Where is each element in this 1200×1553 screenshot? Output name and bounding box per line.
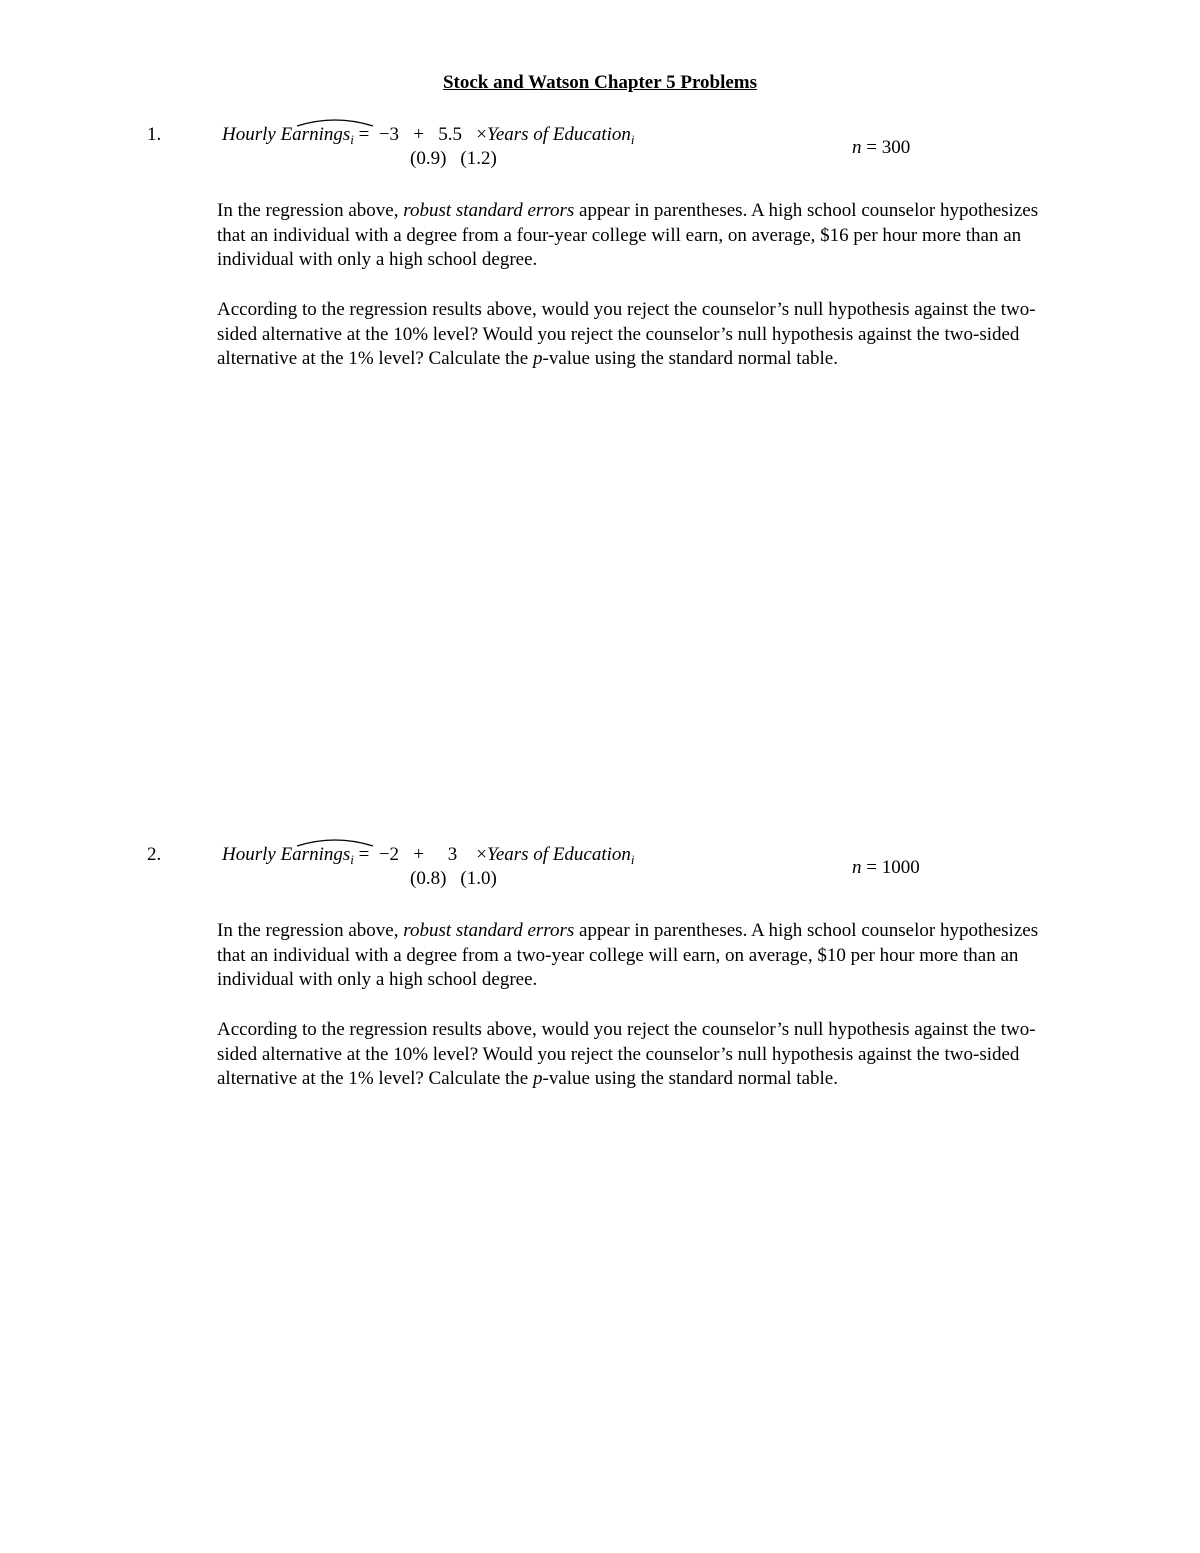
problem-question [217, 298, 1067, 372]
description-emphasis: robust standard errors [403, 200, 575, 221]
equation-lhs [222, 844, 354, 868]
equation-lhs [222, 124, 354, 148]
problem-description [217, 199, 1067, 273]
sample-size [852, 857, 920, 879]
times-sign: × [476, 124, 487, 145]
regressor-name: Years of Education [487, 124, 631, 145]
equation-lhs-text: Hourly Earnings [222, 124, 351, 145]
problem-question [217, 1018, 1067, 1092]
sample-size-value: = 300 [866, 137, 911, 158]
equals-sign: = [358, 124, 370, 145]
description-text-rest: appear in parentheses. A high school counselor hypothesizes that an individual with a degree from a two-year college will earn, on average, $10 per hour more than an individual with only a high school degree. [217, 920, 1039, 991]
slope-value: 5.5 [438, 124, 463, 145]
description-text: In the regression above, [217, 200, 404, 221]
page-title: Stock and Watson Chapter 5 Problems [442, 72, 758, 93]
intercept-value: −2 [378, 844, 400, 865]
sample-size [852, 137, 910, 159]
sample-size-label: n [852, 137, 862, 158]
equation-lhs-text: Hourly Earnings [222, 844, 351, 865]
standard-errors [410, 868, 511, 890]
intercept-value: −3 [378, 124, 400, 145]
plus-sign: + [413, 844, 425, 865]
regressor-subscript: i [630, 132, 635, 147]
sample-size-label: n [852, 857, 862, 878]
se-slope: (1.2) [460, 148, 497, 169]
se-intercept: (0.8) [410, 868, 447, 889]
problem-description [217, 919, 1067, 993]
question-text-rest: -value using the standard normal table. [542, 348, 838, 370]
equals-sign: = [358, 844, 370, 865]
p-symbol: p [533, 348, 543, 370]
problem-number: 1. [147, 124, 162, 145]
question-text: According to the regression results above, would you reject the counselor’s null hypothesis against the two-sided alternative at the 10% level? Would you reject the counselor’s null hypothesis against the two-sided alternative at the 1% level? Calculate the [217, 299, 1036, 370]
description-text: In the regression above, [217, 920, 404, 941]
times-sign: × [476, 844, 487, 865]
se-slope: (1.0) [460, 868, 497, 889]
description-text-rest: appear in parentheses. A high school counselor hypothesizes that an individual with a degree from a four-year college will earn, on average, $16 per hour more than an individual with only a high school degree. [217, 200, 1039, 271]
sample-size-value: = 1000 [866, 857, 920, 878]
regression-equation [222, 844, 635, 868]
question-text: According to the regression results above, would you reject the counselor’s null hypothesis against the two-sided alternative at the 10% level? Would you reject the counselor’s null hypothesis against the two-sided alternative at the 1% level? Calculate the [217, 1019, 1036, 1090]
equation-lhs-subscript: i [350, 852, 354, 867]
se-intercept: (0.9) [410, 148, 447, 169]
hat-accent-icon [295, 117, 375, 127]
question-text-rest: -value using the standard normal table. [542, 1068, 838, 1090]
description-emphasis: robust standard errors [403, 920, 575, 941]
standard-errors [410, 148, 511, 170]
p-symbol: p [533, 1068, 543, 1090]
regressor-subscript: i [630, 852, 635, 867]
regression-equation [222, 124, 635, 148]
equation-lhs-subscript: i [350, 132, 354, 147]
slope-value: 3 [447, 844, 458, 865]
problem-number: 2. [147, 844, 162, 865]
hat-accent-icon [295, 837, 375, 847]
plus-sign: + [413, 124, 425, 145]
regressor-name: Years of Education [487, 844, 631, 865]
